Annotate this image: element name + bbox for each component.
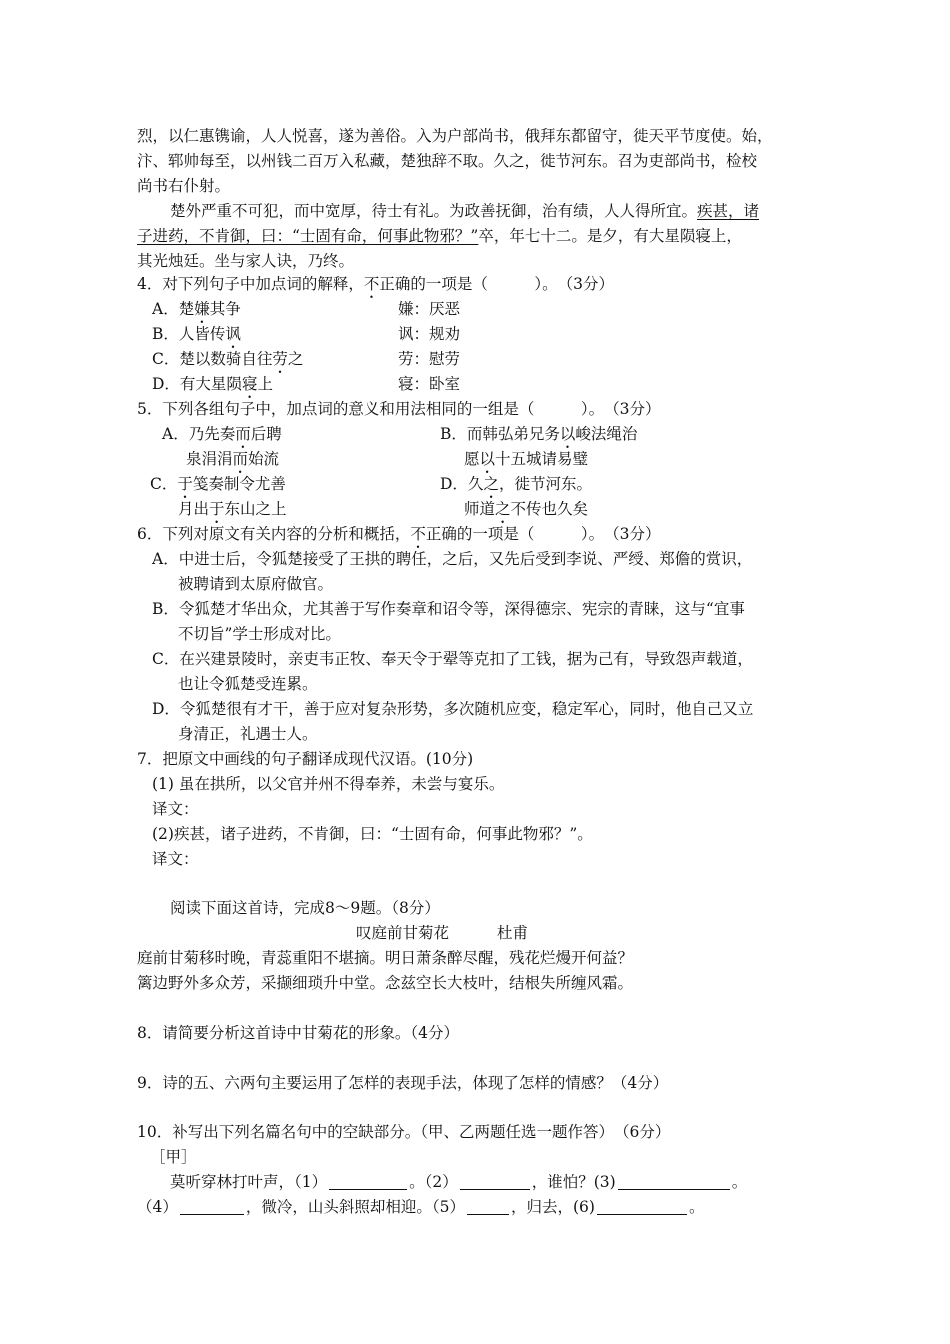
question-6-option-c-cont: 也让令狐楚受连累。 [178,675,318,693]
answer-blank-4[interactable] [180,1197,244,1215]
poem-title: 叹庭前甘菊花 [356,924,450,942]
passage-line: 子进药，不肯御，曰：“士固有命，何事此物邪？”卒，年七十二。是夕，有大星陨寝上， [137,227,742,245]
question-6-option-d: D．令狐楚很有才干，善于应对复杂形势，多次随机应变，稳定军心，同时，他自己又立 [152,700,754,718]
question-6-option-a-cont: 被聘请到太原府做官。 [178,575,334,593]
question-10-stem: 10．补写出下列名篇名句中的空缺部分。（甲、乙两题任选一题作答） （6分） [137,1123,671,1141]
passage-line: 烈，以仁惠镌谕，人人悦喜，遂为善俗。入为户部尚书，俄拜东都留守，徙天平节度使。始， [137,127,773,145]
question-5-option-c-1: C．于笺奏制令尤善 [150,475,286,493]
answer-blank-3[interactable] [618,1172,730,1190]
underlined-sentence: 子进药，不肯御，曰：“士固有命，何事此物邪？” [137,227,479,245]
answer-blank-6[interactable] [597,1197,687,1215]
question-6-option-c: C．在兴建景陵时，亲吏韦正牧、奉天令于翚等克扣了工钱，据为己有，导致怨声载道， [152,650,753,668]
question-8-stem: 8．请简要分析这首诗中甘菊花的形象。（4分） [137,1024,459,1042]
question-5-option-a-2: 泉涓涓而始流 [186,450,280,468]
question-6-option-b: B．令狐楚才华出众，尤其善于写作奏章和诏令等，深得德宗、宪宗的青睐，这与“宜事 [152,600,745,618]
poem-author: 杜甫 [497,924,529,942]
question-5-option-d-2: 师道之不传也久矣 [464,500,589,518]
question-4-option-b: B．人皆传讽 [152,325,241,343]
question-4-definition-d: 寝：卧室 [398,375,461,393]
question-10-line-2: （4） ，微冷，山头斜照却相迎。（5） ，归去，(6) 。 [137,1198,705,1216]
underlined-sentence: 疾甚，诸 [697,202,760,220]
question-4-definition-a: 嫌：厌恶 [398,300,461,318]
question-10-section-jia: ［甲］ [150,1148,197,1166]
question-4-option-a: A．楚嫌其争 [152,300,241,318]
question-5-option-c-2: 月出于东山之上 [178,500,287,518]
question-6-option-a: A．中进士后，令狐楚接受了王拱的聘任，之后，又先后受到李说、严绶、郑儋的赏识， [152,550,753,568]
question-7-translation-label-2: 译文： [152,850,199,868]
question-6-option-b-cont: 不切旨”学士形成对比。 [178,625,341,643]
question-9-stem: 9．诗的五、六两句主要运用了怎样的表现手法，体现了怎样的情感？（4分） [137,1074,669,1092]
question-5-option-b-1: B．而韩弘弟兄务以峻法绳治 [440,425,638,443]
answer-blank-1[interactable] [329,1172,407,1190]
question-5-stem: 5．下列各组句子中，加点词的意义和用法相同的一组是（ ）。 （3分） [137,400,661,418]
passage-line: 其光烛廷。坐与家人诀，乃终。 [137,252,355,270]
question-10-line-1: 莫听穿林打叶声，（1） 。（2） ，谁怕？(3) 。 [170,1173,748,1191]
question-7-sentence-2: (2)疾甚，诸子进药，不肯御，曰：“士固有命，何事此物邪？”。 [152,825,593,843]
answer-blank-2[interactable] [460,1172,530,1190]
passage-line: 楚外严重不可犯，而中宽厚，待士有礼。为政善抚御，治有绩，人人得所宜。疾甚，诸 [170,202,760,220]
passage-line: 汴、郓帅每至，以州钱二百万入私藏，楚独辞不取。久之，徙节河东。召为吏部尚书，检校 [137,152,758,170]
question-4-stem: 4．对下列句子中加点词的解释，不正确的一项是（ ）。 （3分） [137,275,615,293]
question-4-definition-b: 讽：规劝 [398,325,461,343]
question-6-stem: 6．下列对原文有关内容的分析和概括，不正确的一项是（ ）。 （3分） [137,525,661,543]
passage-line: 尚书右仆射。 [137,177,231,195]
poem-intro: 阅读下面这首诗，完成8～9题。（8分） [170,899,440,917]
question-5-option-d-1: D．久之，徙节河东。 [440,475,592,493]
question-5-option-a-1: A．乃先奏而后聘 [162,425,282,443]
poem-line: 庭前甘菊移时晚，青蕊重阳不堪摘。明日萧条醉尽醒，残花烂熳开何益？ [137,949,634,967]
question-7-translation-label-1: 译文： [152,800,199,818]
question-4-option-c: C．楚以数骑自往劳之 [152,350,304,368]
question-4-definition-c: 劳：慰劳 [398,350,461,368]
question-4-option-d: D．有大星陨寝上 [152,375,273,393]
question-5-option-b-2: 愿以十五城请易璧 [464,450,589,468]
poem-line: 篱边野外多众芳，采撷细琐升中堂。念兹空长大枝叶，结根失所缠风霜。 [137,974,634,992]
question-6-option-d-cont: 身清正，礼遇士人。 [178,725,318,743]
answer-blank-5[interactable] [467,1197,509,1215]
question-7-stem: 7．把原文中画线的句子翻译成现代汉语。(10分) [137,750,474,768]
question-7-sentence-1: (1) 虽在拱所，以父官并州不得奉养，未尝与宴乐。 [152,775,505,793]
